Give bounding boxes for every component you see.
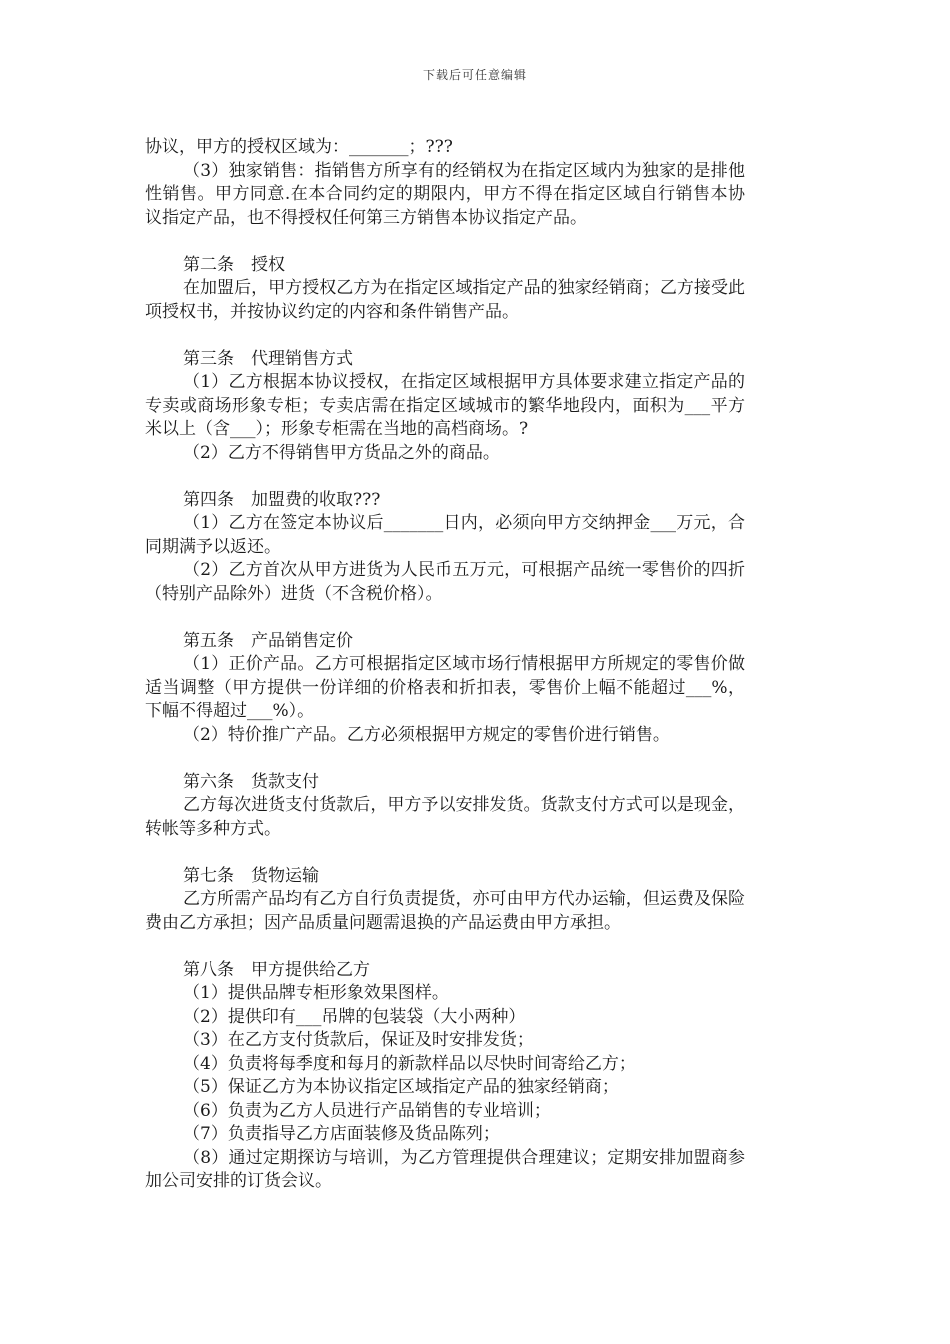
article-heading: 第六条 货款支付	[183, 771, 319, 792]
article-heading: 第八条 甲方提供给乙方	[183, 959, 370, 980]
page-header: 下载后可任意编辑	[422, 68, 527, 82]
paragraph: 协议，甲方的授权区域为：_______；???	[145, 137, 453, 157]
clause-item: （2）乙方不得销售甲方货品之外的商品。	[183, 442, 500, 463]
article-heading: 第五条 产品销售定价	[183, 630, 353, 651]
clause-item: （6）负责为乙方人员进行产品销售的专业培训；	[183, 1100, 551, 1121]
clause-item: （2）特价推广产品。乙方必须根据甲方规定的零售价进行销售。	[183, 724, 670, 745]
clause-item: （3）独家销售：指销售方所享有的经销权为在指定区域内为独家的是排他性销售。甲方同意.在本合同约定的期限内，甲方不得在指定区域自行销售本协议指定产品，也不得授权任何第三方销售本协议指定产品。	[145, 160, 745, 228]
clause-item: （8）通过定期探访与培训，为乙方管理提供合理建议；定期安排加盟商参加公司安排的订货会议。	[145, 1147, 745, 1191]
clause-item: （1）正价产品。乙方可根据指定区域市场行情根据甲方所规定的零售价做适当调整（甲方提供一份详细的价格表和折扣表，零售价上幅不能超过___%，下幅不得超过___%）。	[145, 654, 745, 721]
clause-item: （2）提供印有___吊牌的包装袋（大小两种）	[183, 1006, 526, 1027]
article-heading: 第四条 加盟费的收取???	[183, 489, 381, 510]
document-body	[145, 136, 745, 1194]
article-heading: 第七条 货物运输	[183, 865, 319, 886]
paragraph: 乙方每次进货支付货款后，甲方予以安排发货。货款支付方式可以是现金，转帐等多种方式。	[145, 795, 745, 839]
article-heading: 第三条 代理销售方式	[183, 348, 353, 369]
paragraph: 乙方所需产品均有乙方自行负责提货，亦可由甲方代办运输，但运费及保险费由乙方承担；因产品质量问题需退换的产品运费由甲方承担。	[145, 889, 745, 933]
article-heading: 第二条 授权	[183, 254, 285, 275]
clause-item: （1）乙方在签定本协议后_______日内，必须向甲方交纳押金___万元，合同期满予以返还。	[145, 513, 745, 557]
clause-item: （4）负责将每季度和每月的新款样品以尽快时间寄给乙方；	[183, 1053, 636, 1074]
clause-item: （7）负责指导乙方店面装修及货品陈列；	[183, 1124, 500, 1144]
clause-item: （1）提供品牌专柜形象效果图样。	[183, 983, 449, 1003]
paragraph: 在加盟后，甲方授权乙方为在指定区域指定产品的独家经销商；乙方接受此项授权书，并按协议约定的内容和条件销售产品。	[145, 278, 745, 322]
clause-item: （5）保证乙方为本协议指定区域指定产品的独家经销商；	[183, 1077, 619, 1097]
clause-item: （1）乙方根据本协议授权，在指定区域根据甲方具体要求建立指定产品的专卖或商场形象专柜；专卖店需在指定区域城市的繁华地段内，面积为___平方米以上（含___）；形象专柜需在当地的高档商场。?	[145, 372, 745, 439]
clause-item: （3）在乙方支付货款后，保证及时安排发货；	[183, 1030, 534, 1050]
clause-item: （2）乙方首次从甲方进货为人民币五万元，可根据产品统一零售价的四折（特别产品除外）进货（不含税价格）。	[145, 560, 745, 604]
